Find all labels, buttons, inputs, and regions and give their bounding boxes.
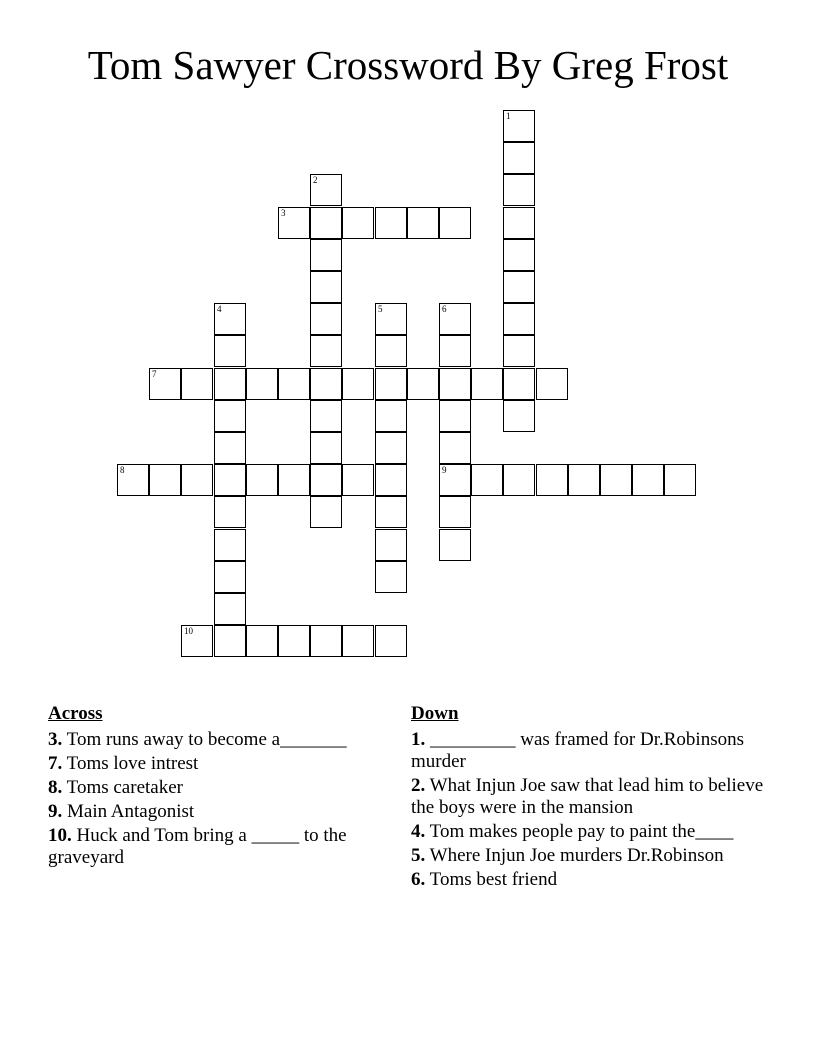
grid-cell[interactable] xyxy=(342,625,374,657)
grid-cell[interactable] xyxy=(439,303,471,335)
grid-cell[interactable] xyxy=(439,496,471,528)
across-clue xyxy=(48,777,378,799)
cell-number: 8 xyxy=(120,465,125,475)
clue-number: 5. xyxy=(411,845,426,866)
grid-cell[interactable] xyxy=(439,529,471,561)
grid-cell[interactable] xyxy=(536,464,568,496)
clue-number: 6. xyxy=(411,869,426,890)
grid-cell[interactable] xyxy=(214,432,246,464)
grid-cell[interactable] xyxy=(375,432,407,464)
grid-cell[interactable] xyxy=(375,368,407,400)
clue-text: What Injun Joe saw that lead him to believe the boys were in the mansion xyxy=(411,775,764,818)
grid-cell[interactable] xyxy=(149,368,181,400)
clue-text: Toms caretaker xyxy=(66,777,183,798)
grid-cell[interactable] xyxy=(503,174,535,206)
clue-text: Main Antagonist xyxy=(67,801,195,822)
grid-cell[interactable] xyxy=(246,625,278,657)
grid-cell[interactable] xyxy=(503,239,535,271)
grid-cell[interactable] xyxy=(536,368,568,400)
grid-cell[interactable] xyxy=(310,303,342,335)
grid-cell[interactable] xyxy=(310,271,342,303)
grid-cell[interactable] xyxy=(439,335,471,367)
grid-cell[interactable] xyxy=(439,368,471,400)
grid-cell[interactable] xyxy=(310,207,342,239)
cell-number: 5 xyxy=(378,304,383,314)
across-clue xyxy=(48,753,378,775)
grid-cell[interactable] xyxy=(503,110,535,142)
clue-text: Toms best friend xyxy=(429,869,558,890)
clue-text: _________ was framed for Dr.Robinsons murder xyxy=(411,729,744,772)
grid-cell[interactable] xyxy=(181,464,213,496)
grid-cell[interactable] xyxy=(181,625,213,657)
cell-number: 3 xyxy=(281,208,286,218)
grid-cell[interactable] xyxy=(214,368,246,400)
cell-number: 9 xyxy=(442,465,447,475)
clue-number: 10. xyxy=(48,825,72,846)
clue-number: 8. xyxy=(48,777,63,798)
clue-text: Tom runs away to become a_______ xyxy=(66,729,347,750)
clue-number: 9. xyxy=(48,801,63,822)
grid-cell[interactable] xyxy=(214,561,246,593)
grid-cell[interactable] xyxy=(181,368,213,400)
grid-cell[interactable] xyxy=(342,207,374,239)
grid-cell[interactable] xyxy=(600,464,632,496)
grid-cell[interactable] xyxy=(503,368,535,400)
grid-cell[interactable] xyxy=(375,625,407,657)
down-clue xyxy=(411,845,781,867)
grid-cell[interactable] xyxy=(310,625,342,657)
clue-text: Toms love intrest xyxy=(66,753,199,774)
across-clue xyxy=(48,825,378,869)
grid-cell[interactable] xyxy=(503,303,535,335)
down-clue xyxy=(411,821,781,843)
clue-number: 3. xyxy=(48,729,63,750)
grid-cell[interactable] xyxy=(503,335,535,367)
cell-number: 4 xyxy=(217,304,222,314)
grid-cell[interactable] xyxy=(375,400,407,432)
grid-cell[interactable] xyxy=(278,464,310,496)
grid-cell[interactable] xyxy=(310,368,342,400)
grid-cell[interactable] xyxy=(471,464,503,496)
clue-number: 2. xyxy=(411,775,426,796)
grid-cell[interactable] xyxy=(278,625,310,657)
cell-number: 6 xyxy=(442,304,447,314)
across-clue xyxy=(48,729,378,751)
grid-cell[interactable] xyxy=(375,496,407,528)
grid-cell[interactable] xyxy=(471,368,503,400)
grid-cell[interactable] xyxy=(503,400,535,432)
down-heading: Down xyxy=(411,703,459,724)
grid-cell[interactable] xyxy=(214,303,246,335)
grid-cell[interactable] xyxy=(439,400,471,432)
down-clue xyxy=(411,729,781,773)
grid-cell[interactable] xyxy=(214,625,246,657)
grid-cell[interactable] xyxy=(214,593,246,625)
cell-number: 2 xyxy=(313,175,318,185)
grid-cell[interactable] xyxy=(310,496,342,528)
grid-cell[interactable] xyxy=(375,464,407,496)
across-heading: Across xyxy=(48,703,103,724)
grid-cell[interactable] xyxy=(149,464,181,496)
clue-number: 4. xyxy=(411,821,426,842)
grid-cell[interactable] xyxy=(568,464,600,496)
grid-cell[interactable] xyxy=(375,529,407,561)
grid-cell[interactable] xyxy=(342,368,374,400)
across-clues xyxy=(48,703,378,871)
grid-cell[interactable] xyxy=(278,207,310,239)
grid-cell[interactable] xyxy=(214,400,246,432)
grid-cell[interactable] xyxy=(310,432,342,464)
grid-cell[interactable] xyxy=(375,561,407,593)
grid-cell[interactable] xyxy=(246,368,278,400)
grid-cell[interactable] xyxy=(407,207,439,239)
grid-cell[interactable] xyxy=(664,464,696,496)
grid-cell[interactable] xyxy=(439,464,471,496)
clue-text: Where Injun Joe murders Dr.Robinson xyxy=(429,845,724,866)
grid-cell[interactable] xyxy=(214,496,246,528)
grid-cell[interactable] xyxy=(632,464,664,496)
grid-cell[interactable] xyxy=(439,207,471,239)
grid-cell[interactable] xyxy=(375,207,407,239)
grid-cell[interactable] xyxy=(503,207,535,239)
grid-cell[interactable] xyxy=(342,464,374,496)
grid-cell[interactable] xyxy=(214,335,246,367)
grid-cell[interactable] xyxy=(214,464,246,496)
clue-text: Huck and Tom bring a _____ to the graveyard xyxy=(48,825,347,868)
grid-cell[interactable] xyxy=(310,174,342,206)
grid-cell[interactable] xyxy=(375,303,407,335)
grid-cell[interactable] xyxy=(375,335,407,367)
grid-cell[interactable] xyxy=(439,432,471,464)
grid-cell[interactable] xyxy=(503,142,535,174)
grid-cell[interactable] xyxy=(310,464,342,496)
down-clue xyxy=(411,869,781,891)
cell-number: 7 xyxy=(152,369,157,379)
grid-cell[interactable] xyxy=(503,464,535,496)
grid-cell[interactable] xyxy=(310,239,342,271)
down-clue xyxy=(411,775,781,819)
grid-cell[interactable] xyxy=(310,335,342,367)
grid-cell[interactable] xyxy=(246,464,278,496)
grid-cell[interactable] xyxy=(278,368,310,400)
grid-cell[interactable] xyxy=(214,529,246,561)
page-title: Tom Sawyer Crossword By Greg Frost xyxy=(87,42,729,88)
clue-text: Tom makes people pay to paint the____ xyxy=(429,821,734,842)
cell-number: 10 xyxy=(184,626,193,636)
clue-number: 7. xyxy=(48,753,63,774)
grid-cell[interactable] xyxy=(117,464,149,496)
cell-number: 1 xyxy=(506,111,511,121)
across-clue xyxy=(48,801,378,823)
grid-cell[interactable] xyxy=(503,271,535,303)
grid-cell[interactable] xyxy=(310,400,342,432)
down-clues xyxy=(411,703,781,893)
grid-cell[interactable] xyxy=(407,368,439,400)
clue-number: 1. xyxy=(411,729,426,750)
